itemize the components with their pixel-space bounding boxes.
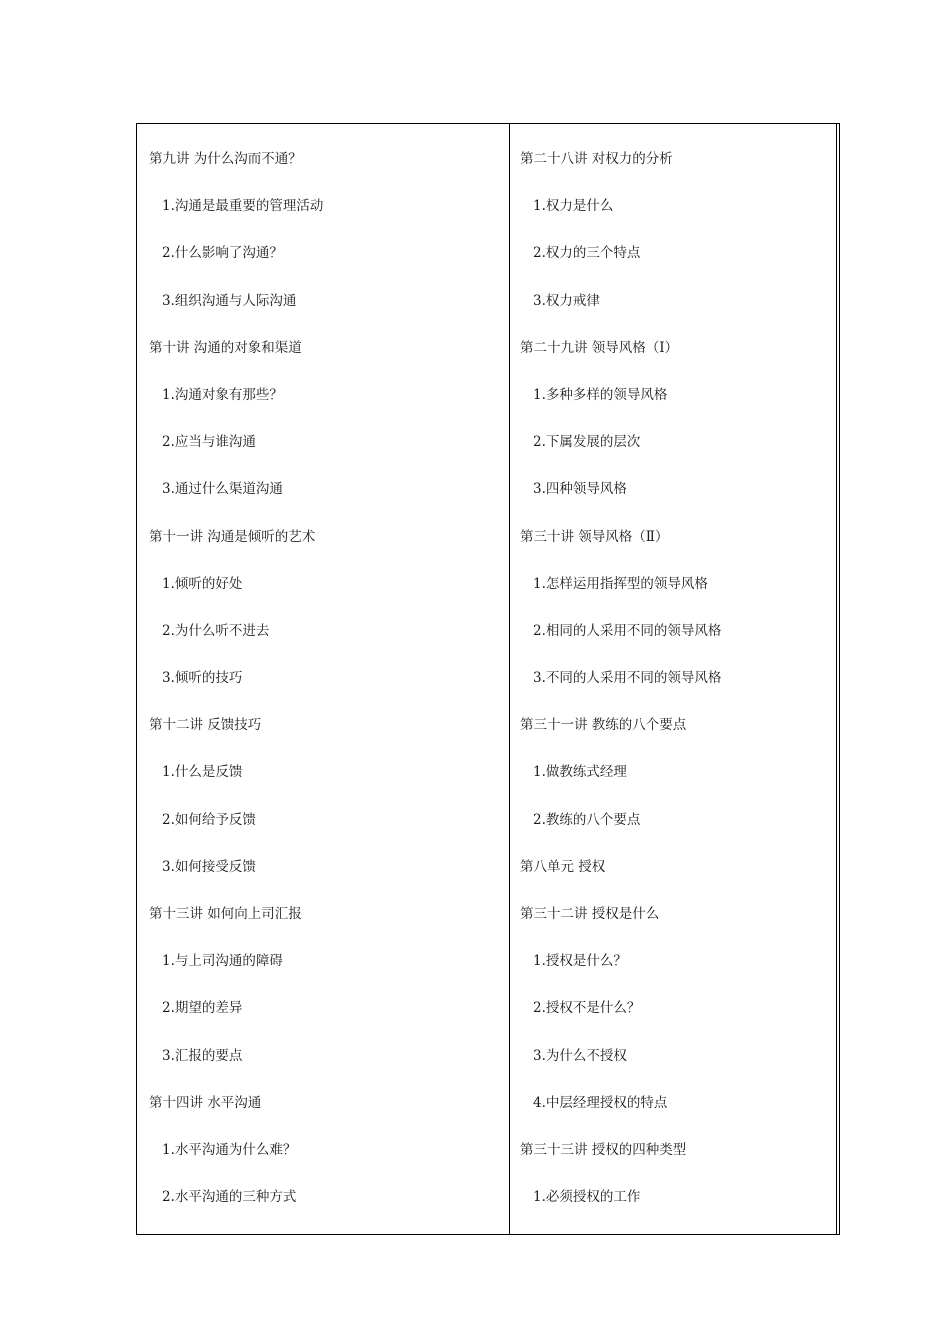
outline-subitem: 2.授权不是什么？ — [533, 1000, 641, 1017]
outline-subitem: 2.期望的差异 — [162, 1000, 243, 1017]
outline-subitem: 2.权力的三个特点 — [533, 245, 641, 262]
outline-subitem: 1.必须授权的工作 — [533, 1189, 641, 1206]
outline-subitem: 3.不同的人采用不同的领导风格 — [533, 670, 722, 687]
left-column-outline — [149, 136, 499, 1221]
outline-subitem: 2.水平沟通的三种方式 — [162, 1189, 297, 1206]
lecture-heading: 第三十一讲 教练的八个要点 — [520, 717, 687, 734]
outline-subitem: 1.多种多样的领导风格 — [533, 386, 668, 403]
lecture-heading: 第二十八讲 对权力的分析 — [520, 151, 673, 167]
lecture-heading: 第三十二讲 授权是什么 — [520, 906, 660, 922]
outline-subitem: 1.沟通是最重要的管理活动 — [162, 198, 324, 215]
outline-subitem: 3.四种领导风格 — [533, 481, 627, 498]
outline-subitem: 1.权力是什么 — [533, 198, 614, 215]
course-outline-table — [136, 123, 840, 1235]
outline-subitem: 1.怎样运用指挥型的领导风格 — [533, 575, 708, 592]
outline-subitem: 4.中层经理授权的特点 — [533, 1094, 668, 1111]
outline-subitem: 3.权力戒律 — [533, 292, 600, 309]
lecture-heading: 第九讲 为什么沟而不通？ — [149, 151, 302, 167]
lecture-heading: 第二十九讲 领导风格（Ⅰ） — [520, 339, 679, 356]
outline-subitem: 3.如何接受反馈 — [162, 858, 256, 875]
lecture-heading: 第十讲 沟通的对象和渠道 — [149, 339, 302, 356]
outline-subitem: 3.为什么不授权 — [533, 1047, 627, 1064]
outline-subitem: 3.倾听的技巧 — [162, 670, 243, 687]
lecture-heading: 第十三讲 如何向上司汇报 — [149, 906, 302, 922]
outline-subitem: 2.什么影响了沟通？ — [162, 245, 283, 262]
outline-subitem: 1.什么是反馈 — [162, 764, 243, 781]
right-column-outline — [520, 136, 830, 1221]
lecture-heading: 第十一讲 沟通是倾听的艺术 — [149, 528, 316, 545]
lecture-heading: 第八单元 授权 — [520, 858, 606, 875]
outline-subitem: 1.倾听的好处 — [162, 575, 243, 592]
outline-subitem: 3.组织沟通与人际沟通 — [162, 292, 297, 309]
outline-subitem: 1.与上司沟通的障碍 — [162, 953, 283, 970]
outline-subitem: 1.授权是什么？ — [533, 953, 627, 970]
outline-subitem: 2.相同的人采用不同的领导风格 — [533, 622, 722, 639]
lecture-heading: 第三十讲 领导风格（Ⅱ） — [520, 528, 669, 545]
outline-subitem: 3.汇报的要点 — [162, 1047, 243, 1064]
outline-subitem: 2.教练的八个要点 — [533, 811, 641, 828]
outline-subitem: 2.应当与谁沟通 — [162, 434, 256, 451]
lecture-heading: 第十四讲 水平沟通 — [149, 1094, 262, 1111]
outline-subitem: 1.沟通对象有那些？ — [162, 386, 283, 403]
outline-subitem: 3.通过什么渠道沟通 — [162, 481, 283, 498]
outline-subitem: 1.做教练式经理 — [533, 764, 627, 781]
lecture-heading: 第十二讲 反馈技巧 — [149, 717, 262, 734]
column-divider — [509, 124, 510, 1234]
right-double-border — [836, 123, 840, 1235]
outline-subitem: 2.下属发展的层次 — [533, 434, 641, 451]
outline-subitem: 1.水平沟通为什么难？ — [162, 1141, 297, 1158]
outline-subitem: 2.为什么听不进去 — [162, 622, 270, 639]
lecture-heading: 第三十三讲 授权的四种类型 — [520, 1141, 687, 1158]
outline-subitem: 2.如何给予反馈 — [162, 811, 256, 828]
